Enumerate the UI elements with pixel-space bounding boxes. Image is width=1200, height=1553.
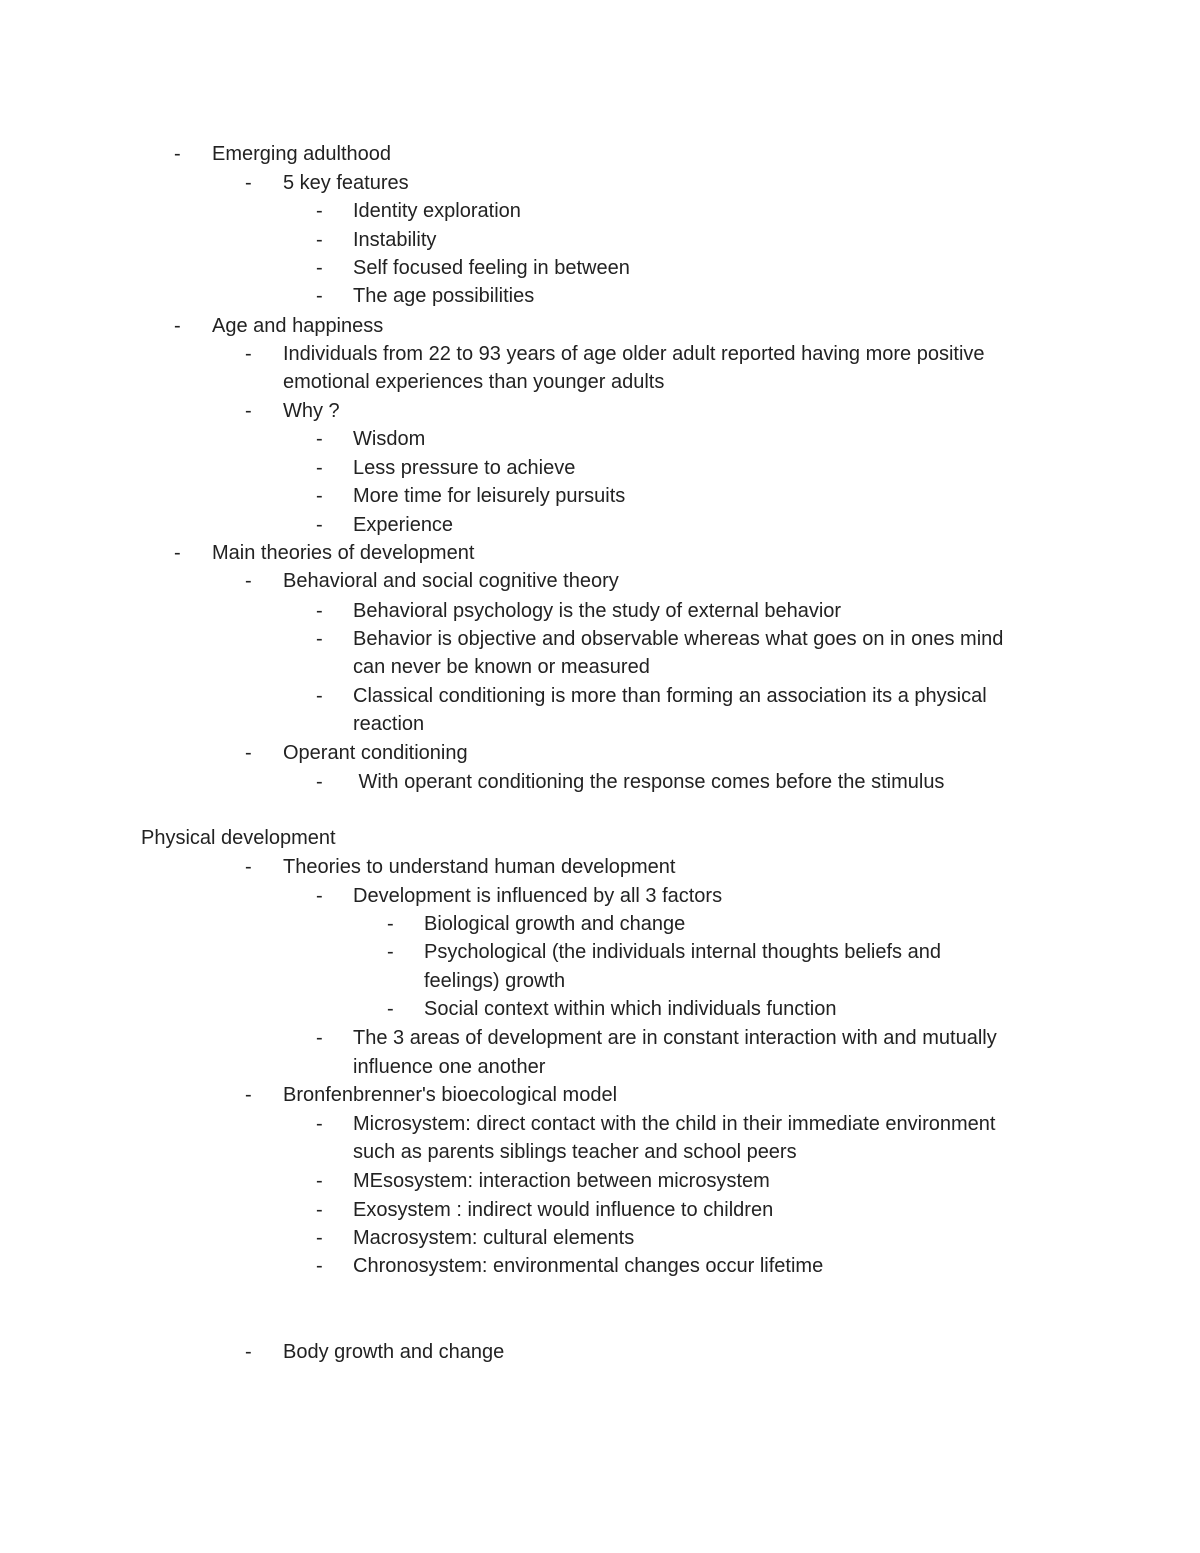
list-item: [0, 197, 1200, 225]
list-item-text: Main theories of development: [212, 542, 475, 564]
list-item: [0, 226, 1200, 254]
list-item: [0, 169, 1200, 197]
bullet-dash: -: [316, 600, 323, 622]
bullet-dash: -: [174, 315, 181, 337]
list-item-continuation: [0, 1138, 1200, 1166]
bullet-dash: -: [245, 742, 252, 764]
bullet-dash: -: [316, 229, 323, 251]
list-item: [0, 1338, 1200, 1366]
list-item-text: 5 key features: [283, 172, 409, 194]
list-item-text: Why ?: [283, 400, 340, 422]
bullet-dash: -: [316, 257, 323, 279]
section-heading-text: Physical development: [141, 827, 336, 849]
list-item-text: Emerging adulthood: [212, 143, 392, 165]
bullet-dash: -: [245, 570, 252, 592]
list-item: [0, 340, 1200, 368]
bullet-dash: -: [316, 1170, 323, 1192]
bullet-dash: -: [316, 1113, 323, 1135]
bullet-dash: -: [316, 885, 323, 907]
list-item: [0, 1081, 1200, 1109]
list-item-text: Less pressure to achieve: [353, 457, 576, 479]
list-item-text: Identity exploration: [353, 200, 521, 222]
list-item: [0, 1196, 1200, 1224]
list-item: [0, 1167, 1200, 1195]
list-item: [0, 425, 1200, 453]
list-item-text: emotional experiences than younger adults: [283, 371, 665, 393]
list-item-text: Individuals from 22 to 93 years of age older adult reported having more positive: [283, 343, 985, 365]
bullet-dash: -: [387, 941, 394, 963]
list-item-continuation: [0, 967, 1200, 995]
list-item: [0, 454, 1200, 482]
bullet-dash: -: [245, 172, 252, 194]
list-item-text: Bronfenbrenner's bioecological model: [283, 1084, 618, 1106]
bullet-dash: -: [174, 143, 181, 165]
list-item-text: Self focused feeling in between: [353, 257, 630, 279]
list-item: [0, 853, 1200, 881]
list-item-continuation: [0, 368, 1200, 396]
bullet-dash: -: [316, 685, 323, 707]
bullet-dash: -: [245, 343, 252, 365]
bullet-dash: -: [387, 998, 394, 1020]
bullet-dash: -: [316, 485, 323, 507]
list-item: [0, 511, 1200, 539]
list-item-text: Age and happiness: [212, 315, 384, 337]
list-item-text: Biological growth and change: [424, 913, 686, 935]
list-item: [0, 910, 1200, 938]
list-item: [0, 482, 1200, 510]
list-item-text: can never be known or measured: [353, 656, 650, 678]
list-item: [0, 397, 1200, 425]
list-item: [0, 768, 1200, 796]
bullet-dash: -: [316, 285, 323, 307]
list-item: [0, 1252, 1200, 1280]
list-item: [0, 625, 1200, 653]
list-item-text: The 3 areas of development are in constant interaction with and mutually: [353, 1027, 997, 1049]
list-item-text: Exosystem : indirect would influence to children: [353, 1199, 774, 1221]
list-item-text: The age possibilities: [353, 285, 535, 307]
list-item: [0, 938, 1200, 966]
list-item-text: Wisdom: [353, 428, 426, 450]
list-item-text: Instability: [353, 229, 437, 251]
list-item-text: Classical conditioning is more than forming an association its a physical: [353, 685, 987, 707]
list-item-text: Operant conditioning: [283, 742, 468, 764]
list-item: [0, 254, 1200, 282]
list-item: [0, 1024, 1200, 1052]
list-item: [0, 282, 1200, 310]
section-heading: [0, 824, 1200, 852]
bullet-dash: -: [316, 1255, 323, 1277]
list-item-text: Microsystem: direct contact with the child in their immediate environment: [353, 1113, 996, 1135]
bullet-dash: -: [316, 428, 323, 450]
list-item-text: Body growth and change: [283, 1341, 505, 1363]
list-item-text: reaction: [353, 713, 425, 735]
bullet-dash: -: [316, 1199, 323, 1221]
bullet-dash: -: [245, 1084, 252, 1106]
bullet-dash: -: [316, 771, 323, 793]
bullet-dash: -: [387, 913, 394, 935]
list-item: [0, 597, 1200, 625]
list-item: [0, 1224, 1200, 1252]
list-item: [0, 140, 1200, 168]
list-item: [0, 567, 1200, 595]
list-item-continuation: [0, 1053, 1200, 1081]
bullet-dash: -: [245, 856, 252, 878]
bullet-dash: -: [316, 1027, 323, 1049]
bullet-dash: -: [316, 457, 323, 479]
bullet-dash: -: [316, 1227, 323, 1249]
list-item-text: Social context within which individuals function: [424, 998, 837, 1020]
bullet-dash: -: [245, 400, 252, 422]
list-item-continuation: [0, 653, 1200, 681]
list-item-text: With operant conditioning the response comes before the stimulus: [353, 771, 945, 793]
list-item: [0, 995, 1200, 1023]
list-item-text: Experience: [353, 514, 454, 536]
list-item-text: Theories to understand human development: [283, 856, 676, 878]
list-item: [0, 682, 1200, 710]
bullet-dash: -: [316, 628, 323, 650]
list-item: [0, 739, 1200, 767]
list-item-text: MEsosystem: interaction between microsystem: [353, 1170, 770, 1192]
bullet-dash: -: [245, 1341, 252, 1363]
list-item-text: More time for leisurely pursuits: [353, 485, 626, 507]
list-item-continuation: [0, 710, 1200, 738]
list-item-text: Behavioral psychology is the study of external behavior: [353, 600, 842, 622]
list-item-text: Behavior is objective and observable whereas what goes on in ones mind: [353, 628, 1004, 650]
bullet-dash: -: [316, 514, 323, 536]
list-item-text: Chronosystem: environmental changes occur lifetime: [353, 1255, 824, 1277]
list-item: [0, 539, 1200, 567]
list-item-text: Development is influenced by all 3 factors: [353, 885, 723, 907]
bullet-dash: -: [174, 542, 181, 564]
list-item-text: feelings) growth: [424, 970, 566, 992]
list-item-text: Behavioral and social cognitive theory: [283, 570, 619, 592]
list-item-text: such as parents siblings teacher and school peers: [353, 1141, 797, 1163]
list-item-text: Psychological (the individuals internal thoughts beliefs and: [424, 941, 941, 963]
list-item-text: Macrosystem: cultural elements: [353, 1227, 635, 1249]
bullet-dash: -: [316, 200, 323, 222]
list-item: [0, 882, 1200, 910]
list-item: [0, 312, 1200, 340]
list-item: [0, 1110, 1200, 1138]
list-item-text: influence one another: [353, 1056, 546, 1078]
